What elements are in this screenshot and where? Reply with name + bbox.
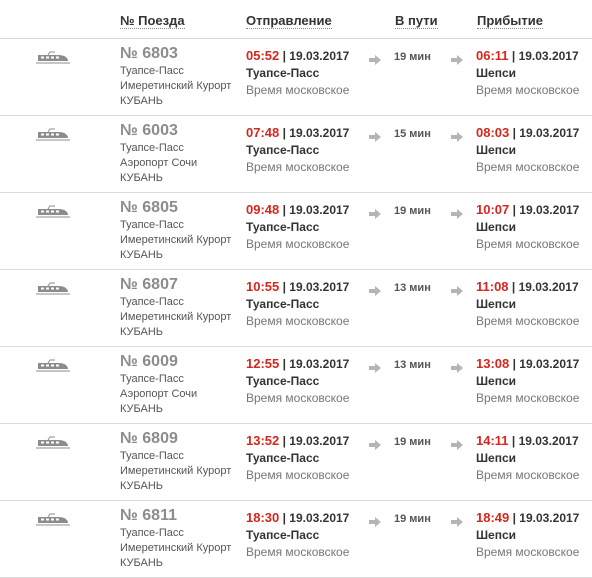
arrow-right-icon bbox=[369, 517, 381, 527]
route-line: Туапсе-Пасс bbox=[120, 142, 184, 154]
departure-cell: 10:55 | 19.03.2017 Туапсе-Пасс Время московское bbox=[246, 279, 350, 328]
route-line: Имеретинский Курорт bbox=[120, 234, 232, 246]
route-line: Имеретинский Курорт bbox=[120, 311, 232, 323]
route-line: Туапсе-Пасс bbox=[120, 65, 184, 77]
table-row[interactable] bbox=[0, 39, 592, 116]
header-departure[interactable]: Отправление bbox=[246, 13, 332, 28]
arrival-station: Шепси bbox=[476, 143, 517, 157]
train-icon bbox=[35, 512, 71, 526]
arrow-right-icon bbox=[451, 440, 463, 450]
travel-duration: 15 мин bbox=[394, 128, 431, 140]
travel-duration: 13 мин bbox=[394, 359, 431, 371]
table-row[interactable] bbox=[0, 347, 592, 424]
header-travel-time[interactable]: В пути bbox=[395, 13, 438, 28]
arrow-right-icon bbox=[369, 440, 381, 450]
travel-duration: 19 мин bbox=[394, 513, 431, 525]
arrival-date: 19.03.2017 bbox=[519, 357, 580, 371]
arrow-right-icon bbox=[369, 286, 381, 296]
departure-station: Туапсе-Пасс bbox=[246, 528, 320, 542]
arrow-right-icon bbox=[451, 132, 463, 142]
train-icon bbox=[35, 358, 71, 372]
train-route bbox=[120, 372, 240, 417]
arrival-cell: 18:49 | 19.03.2017 Шепси Время московское bbox=[476, 510, 580, 559]
train-number[interactable]: № 6807 bbox=[120, 276, 178, 293]
train-icon bbox=[35, 50, 71, 64]
departure-cell: 18:30 | 19.03.2017 Туапсе-Пасс Время московское bbox=[246, 510, 350, 559]
departure-timezone: Время московское bbox=[246, 160, 350, 174]
arrival-cell: 06:11 | 19.03.2017 Шепси Время московское bbox=[476, 48, 580, 97]
departure-station: Туапсе-Пасс bbox=[246, 143, 320, 157]
arrival-station: Шепси bbox=[476, 528, 517, 542]
train-route bbox=[120, 141, 240, 186]
arrival-station: Шепси bbox=[476, 451, 517, 465]
route-line: Аэропорт Сочи bbox=[120, 388, 198, 400]
arrow-right-icon bbox=[369, 363, 381, 373]
arrow-right-icon bbox=[369, 209, 381, 219]
arrival-time: 18:49 bbox=[476, 510, 510, 525]
train-icon bbox=[35, 435, 71, 449]
arrival-timezone: Время московское bbox=[476, 468, 580, 482]
arrival-timezone: Время московское bbox=[476, 83, 580, 97]
train-number[interactable]: № 6805 bbox=[120, 199, 178, 216]
arrival-time: 10:07 bbox=[476, 202, 510, 217]
departure-cell: 13:52 | 19.03.2017 Туапсе-Пасс Время московское bbox=[246, 433, 350, 482]
train-route bbox=[120, 64, 240, 109]
departure-time: 18:30 bbox=[246, 510, 280, 525]
arrival-date: 19.03.2017 bbox=[518, 434, 579, 448]
train-number[interactable]: № 6009 bbox=[120, 353, 178, 370]
arrival-station: Шепси bbox=[476, 220, 517, 234]
arrival-timezone: Время московское bbox=[476, 391, 580, 405]
arrival-date: 19.03.2017 bbox=[519, 126, 580, 140]
departure-cell: 07:48 | 19.03.2017 Туапсе-Пасс Время московское bbox=[246, 125, 350, 174]
arrival-timezone: Время московское bbox=[476, 545, 580, 559]
departure-timezone: Время московское bbox=[246, 314, 350, 328]
train-number[interactable]: № 6003 bbox=[120, 122, 178, 139]
arrow-right-icon bbox=[451, 517, 463, 527]
departure-station: Туапсе-Пасс bbox=[246, 297, 320, 311]
route-line: Туапсе-Пасс bbox=[120, 373, 184, 385]
arrival-station: Шепси bbox=[476, 297, 517, 311]
route-line: Туапсе-Пасс bbox=[120, 450, 184, 462]
route-line: КУБАНЬ bbox=[120, 249, 163, 261]
train-icon bbox=[35, 127, 71, 141]
arrival-date: 19.03.2017 bbox=[519, 203, 580, 217]
arrow-right-icon bbox=[451, 286, 463, 296]
arrival-date: 19.03.2017 bbox=[518, 49, 579, 63]
departure-cell: 05:52 | 19.03.2017 Туапсе-Пасс Время московское bbox=[246, 48, 350, 97]
arrival-time: 08:03 bbox=[476, 125, 510, 140]
departure-time: 07:48 bbox=[246, 125, 280, 140]
train-route bbox=[120, 218, 240, 263]
route-line: Туапсе-Пасс bbox=[120, 296, 184, 308]
departure-station: Туапсе-Пасс bbox=[246, 451, 320, 465]
departure-time: 10:55 bbox=[246, 279, 280, 294]
departure-date: 19.03.2017 bbox=[289, 434, 350, 448]
arrival-cell: 08:03 | 19.03.2017 Шепси Время московское bbox=[476, 125, 580, 174]
departure-timezone: Время московское bbox=[246, 391, 350, 405]
arrival-station: Шепси bbox=[476, 374, 517, 388]
departure-timezone: Время московское bbox=[246, 545, 350, 559]
route-line: Имеретинский Курорт bbox=[120, 465, 232, 477]
route-line: Имеретинский Курорт bbox=[120, 80, 232, 92]
arrow-right-icon bbox=[369, 132, 381, 142]
departure-time: 05:52 bbox=[246, 48, 280, 63]
route-line: КУБАНЬ bbox=[120, 403, 163, 415]
route-line: КУБАНЬ bbox=[120, 172, 163, 184]
departure-date: 19.03.2017 bbox=[289, 280, 350, 294]
arrival-cell: 14:11 | 19.03.2017 Шепси Время московское bbox=[476, 433, 580, 482]
table-row[interactable] bbox=[0, 270, 592, 347]
departure-station: Туапсе-Пасс bbox=[246, 374, 320, 388]
arrow-right-icon bbox=[451, 363, 463, 373]
arrival-station: Шепси bbox=[476, 66, 517, 80]
arrival-time: 11:08 bbox=[476, 279, 509, 294]
arrival-time: 06:11 bbox=[476, 48, 509, 63]
table-row[interactable] bbox=[0, 193, 592, 270]
train-icon bbox=[35, 204, 71, 218]
departure-station: Туапсе-Пасс bbox=[246, 66, 320, 80]
departure-timezone: Время московское bbox=[246, 468, 350, 482]
departure-date: 19.03.2017 bbox=[289, 126, 350, 140]
route-line: КУБАНЬ bbox=[120, 326, 163, 338]
departure-station: Туапсе-Пасс bbox=[246, 220, 320, 234]
arrival-time: 14:11 bbox=[476, 433, 509, 448]
travel-duration: 19 мин bbox=[394, 205, 431, 217]
departure-timezone: Время московское bbox=[246, 83, 350, 97]
table-header bbox=[0, 0, 592, 39]
route-line: КУБАНЬ bbox=[120, 557, 163, 569]
arrow-right-icon bbox=[369, 55, 381, 65]
departure-timezone: Время московское bbox=[246, 237, 350, 251]
table-row[interactable] bbox=[0, 116, 592, 193]
departure-date: 19.03.2017 bbox=[289, 357, 350, 371]
train-route bbox=[120, 449, 240, 494]
table-row[interactable] bbox=[0, 501, 592, 578]
arrow-right-icon bbox=[451, 209, 463, 219]
header-arrival[interactable]: Прибытие bbox=[477, 13, 543, 28]
train-number[interactable]: № 6811 bbox=[120, 507, 177, 524]
departure-cell: 12:55 | 19.03.2017 Туапсе-Пасс Время московское bbox=[246, 356, 350, 405]
train-number[interactable]: № 6809 bbox=[120, 430, 178, 447]
arrival-timezone: Время московское bbox=[476, 314, 580, 328]
route-line: Аэропорт Сочи bbox=[120, 157, 198, 169]
arrival-cell: 13:08 | 19.03.2017 Шепси Время московское bbox=[476, 356, 580, 405]
train-route bbox=[120, 295, 240, 340]
route-line: КУБАНЬ bbox=[120, 95, 163, 107]
travel-duration: 19 мин bbox=[394, 436, 431, 448]
route-line: Туапсе-Пасс bbox=[120, 219, 184, 231]
arrival-timezone: Время московское bbox=[476, 160, 580, 174]
train-route bbox=[120, 526, 240, 571]
travel-duration: 13 мин bbox=[394, 282, 431, 294]
route-line: КУБАНЬ bbox=[120, 480, 163, 492]
arrival-date: 19.03.2017 bbox=[518, 280, 579, 294]
header-train-number[interactable]: № Поезда bbox=[120, 13, 185, 28]
arrow-right-icon bbox=[451, 55, 463, 65]
departure-time: 09:48 bbox=[246, 202, 280, 217]
table-row[interactable] bbox=[0, 424, 592, 501]
departure-date: 19.03.2017 bbox=[289, 203, 350, 217]
arrival-date: 19.03.2017 bbox=[519, 511, 580, 525]
departure-time: 13:52 bbox=[246, 433, 280, 448]
arrival-cell: 11:08 | 19.03.2017 Шепси Время московское bbox=[476, 279, 580, 328]
route-line: Туапсе-Пасс bbox=[120, 527, 184, 539]
train-icon bbox=[35, 281, 71, 295]
travel-duration: 19 мин bbox=[394, 51, 431, 63]
departure-cell: 09:48 | 19.03.2017 Туапсе-Пасс Время московское bbox=[246, 202, 350, 251]
departure-time: 12:55 bbox=[246, 356, 280, 371]
departure-date: 19.03.2017 bbox=[289, 49, 350, 63]
train-number[interactable]: № 6803 bbox=[120, 45, 178, 62]
arrival-timezone: Время московское bbox=[476, 237, 580, 251]
arrival-time: 13:08 bbox=[476, 356, 510, 371]
departure-date: 19.03.2017 bbox=[289, 511, 350, 525]
arrival-cell: 10:07 | 19.03.2017 Шепси Время московское bbox=[476, 202, 580, 251]
route-line: Имеретинский Курорт bbox=[120, 542, 232, 554]
